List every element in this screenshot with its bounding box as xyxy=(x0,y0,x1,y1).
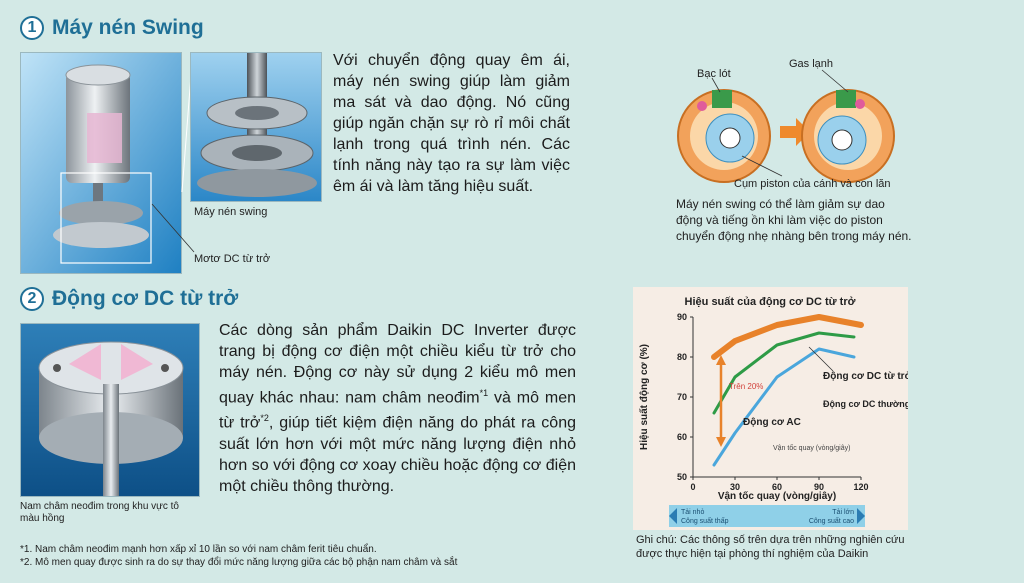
gain-arrow-head-bottom xyxy=(716,437,726,447)
section1-heading xyxy=(20,16,204,40)
footnote-ref-1: *1 xyxy=(479,388,489,398)
y-tick-label: 50 xyxy=(676,472,687,482)
motor-pointer xyxy=(150,200,200,260)
band-low-2: Công suất thấp xyxy=(681,518,729,525)
y-tick-label: 60 xyxy=(676,432,687,442)
piston-label: Cụm piston của cánh và con lăn xyxy=(734,178,891,190)
x-axis-label: Vận tốc quay (vòng/giây) xyxy=(717,491,837,502)
footnote-2: *2. Mô men quay được sinh ra do sự thay đổi mức năng lượng giữa các bộ phận nam châm và sắt xyxy=(20,557,458,568)
motor-photo xyxy=(20,323,200,497)
band-high-1: Tải lớn xyxy=(832,509,854,516)
section2-title: Động cơ DC từ trở xyxy=(52,287,239,310)
section1-title: Máy nén Swing xyxy=(52,16,204,39)
band-low-1: Tải nhỏ xyxy=(681,509,705,516)
footnote-1: *1. Nam châm neođim mạnh hơn xấp xỉ 10 lần so với nam châm ferit tiêu chuẩn. xyxy=(20,544,377,555)
section2-heading xyxy=(20,287,238,311)
diagram-caption: Máy nén swing có thể làm giảm sự dao động và tiếng ồn khi làm việc do piston chuyển động nhẹ nhàng bên trong máy nén. xyxy=(676,197,912,243)
legend-ac: Động cơ AC xyxy=(743,417,801,428)
section1-number: 1 xyxy=(20,16,44,40)
y-tick-label: 80 xyxy=(676,352,687,362)
section2-text-3: , giúp tiết kiệm điện năng do phát ra công suất lớn hơn với một mức năng lượng điện nhỏ hơn so với động cơ xoay chiều hoặc động cơ điện một chiều thông thường. xyxy=(219,414,576,495)
gain-label: Trên 20% xyxy=(729,382,764,391)
motor-photo-caption: Nam châm neođim trong khu vực tô màu hồng xyxy=(20,501,179,524)
bushing-label: Bạc lót xyxy=(697,68,731,80)
section2-number: 2 xyxy=(20,287,44,311)
gas-label: Gas lạnh xyxy=(789,58,834,70)
legend-dc-normal: Động cơ DC thường xyxy=(823,399,908,409)
y-tick-label: 90 xyxy=(676,312,687,322)
y-tick-label: 70 xyxy=(676,392,687,402)
speed-hint: Vận tốc quay (vòng/giây) xyxy=(773,445,851,452)
section2-text-2: và mô men từ trở xyxy=(219,389,577,432)
series-line-1 xyxy=(714,317,861,357)
section1-paragraph: Với chuyển động quay êm ái, máy nén swing giúp làm giảm ma sát và dao động. Nó cũng giúp ngăn chặn sự rò rỉ môi chất lạnh trong quá trình nén. Các tính năng này tạo ra sự làm việc êm ái và làm tăng hiệu suất. xyxy=(333,52,570,195)
swing-compressor-photo xyxy=(190,52,322,202)
section2-paragraph xyxy=(219,320,576,497)
efficiency-chart xyxy=(633,287,908,530)
efficiency-chart-panel xyxy=(633,287,908,530)
band-high-2: Công suất cao xyxy=(808,518,854,525)
chart-title: Hiệu suất của động cơ DC từ trở xyxy=(684,296,856,308)
x-tick-label: 120 xyxy=(853,482,869,492)
section2-text-1: Các dòng sản phẩm Daikin DC Inverter được trang bị động cơ điện một chiều kiểu từ trở cho máy nén. Động cơ này sử dụng 2 kiểu mô men quay khác nhau: nam châm neođim xyxy=(219,322,576,407)
x-tick-label: 60 xyxy=(771,482,783,492)
x-tick-label: 30 xyxy=(729,482,741,492)
footnote-ref-2: *2 xyxy=(260,413,269,424)
x-tick-label: 90 xyxy=(813,482,825,492)
legend-dc-reluctance: Động cơ DC từ trở xyxy=(823,371,908,382)
y-axis-label: Hiệu suất động cơ (%) xyxy=(639,343,650,451)
x-tick-label: 0 xyxy=(690,482,696,492)
compressor-label: Máy nén swing xyxy=(194,206,268,218)
motor-label: Mơtơ DC từ trở xyxy=(194,253,271,265)
chart-note: Ghi chú: Các thông số trên dựa trên những nghiên cứu được thực hiện tại phòng thí nghiệm của Daikin xyxy=(636,534,905,560)
